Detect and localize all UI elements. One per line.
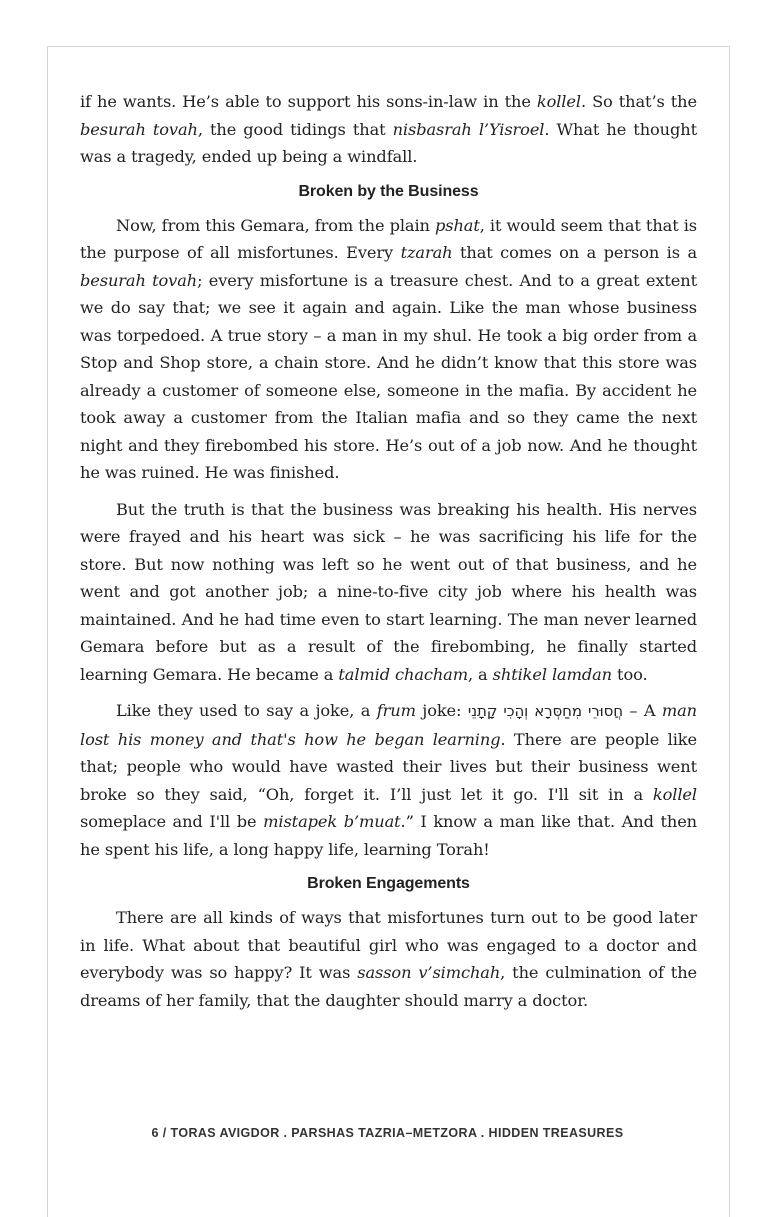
text-run: . So that’s the [580,92,697,111]
italic-term: nisbasrah l’Yisroel [392,119,545,139]
italic-term: frum [376,701,416,720]
page-footer: 6 / TORAS AVIGDOR . PARSHAS TAZRIA–METZORA . HIDDEN TREASURES [151,1126,624,1140]
text-run: ; every misfortune is a treasure chest. And to a great extent we do say that; we see it again and again. Like the man whose business was torpedoed. A true story – a man in my shul. He took a big order from a Stop and Shop store, a chain store. And he didn’t know that this store was already a customer of someone else, someone in the mafia. By accident he took away a customer from the Italian mafia and so they came the next night and they firebombed his store. He’s out of a job now. And he thought he was ruined. He was finished. [80,270,698,482]
text-run: , the culmination of the dreams of her family, that the daughter should marry a doctor. [80,963,698,1010]
text-run: But the truth is that the business was breaking his health. His nerves were frayed and his heart was sick – he was sacrificing his life for the store. But now nothing was left so he went out of that business, and he went and got another job; a nine-to-five city job where his health was maintained. And he had time even to start learning. The man never learned Gemara before but as a result of the firebombing, he finally started learning Gemara. He became a [80,499,697,684]
text-run: . What he thought was a tragedy, ended up being a windfall. [80,119,697,166]
text-run: There are all kinds of ways that misfortunes turn out to be good later in life. What about that beautiful girl who was engaged to a doctor and everybody was so happy? It was [80,908,697,982]
italic-term: kollel [536,92,581,111]
italic-term: besurah tovah [80,119,198,139]
text-run: too. [612,664,648,684]
italic-term: kollel [652,784,697,804]
text-run: Like they used to say a joke, a [116,701,377,720]
italic-term: sasson v’simchah [357,963,501,982]
text-run: joke: [415,701,468,720]
italic-term: shtikel lamdan [492,664,612,684]
italic-term: mistapek b’muat [263,812,401,831]
text-run: – A [622,701,662,720]
section-heading: Broken by the Business [298,182,479,200]
text-run: , the good tidings that [197,119,393,139]
text-run: , a [467,664,493,684]
text-run: .” I know a man like that. And then he spent his life, a long happy life, learning Torah! [80,812,698,859]
text-run: someplace and I'll be [80,812,264,831]
italic-term: tzarah [400,243,453,262]
italic-term: pshat [434,215,480,235]
paragraph [80,88,697,171]
italic-term: talmid chacham [338,664,468,684]
page-body [80,88,697,1023]
text-run: Now, from this Gemara, from the plain [116,215,435,235]
paragraph [80,496,697,689]
paragraph [80,212,697,487]
text-run: , it would seem that that is the purpose of all misfortunes. Every [80,215,697,262]
italic-term: besurah tovah [80,270,198,290]
italic-term: man lost his money and that's how he began learning [80,701,697,749]
text-run: . There are people like that; people who would have wasted their lives but their business went broke so they said, “Oh, forget it. I’ll just let it go. I'll sit in a [80,729,697,804]
paragraph [80,697,697,863]
paragraph [80,904,697,1014]
section-heading: Broken Engagements [307,875,470,892]
hebrew-quote: חֲסוּרֵי מִחַסְּרָא וְהָכִי קָתָנֵי [467,702,623,720]
text-run: that comes on a person is a [452,243,697,262]
text-run: if he wants. He’s able to support his sons-in-law in the [80,92,537,111]
